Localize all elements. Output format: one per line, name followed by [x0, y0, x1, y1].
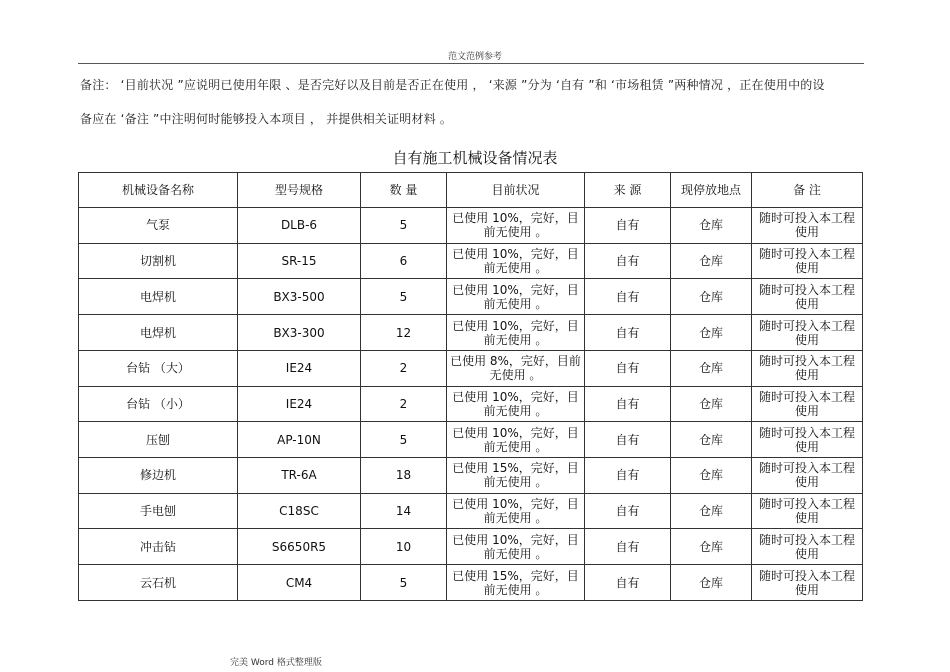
cell-model: IE24	[238, 386, 361, 422]
cell-quantity: 5	[361, 565, 447, 601]
cell-remark: 随时可投入本工程使用	[752, 422, 863, 458]
cell-remark: 随时可投入本工程使用	[752, 208, 863, 244]
page-header: 范文范例参考	[447, 52, 502, 62]
cell-model: DLB-6	[238, 208, 361, 244]
table-row	[79, 386, 863, 422]
equipment-table	[78, 172, 863, 601]
table-title: 自有施工机械设备情况表	[392, 149, 558, 167]
cell-model: C18SC	[238, 493, 361, 529]
cell-remark: 随时可投入本工程使用	[752, 458, 863, 494]
cell-model: IE24	[238, 350, 361, 386]
cell-location: 仓库	[671, 279, 752, 315]
table-row	[79, 565, 863, 601]
cell-name: 电焊机	[79, 315, 238, 351]
column-header-model: 型号规格	[238, 173, 361, 208]
note-line-2: 备应在 ‘备注 ”中注明何时能够投入本项目 ， 并提供相关证明材料 。	[80, 112, 453, 126]
cell-source: 自有	[585, 386, 671, 422]
table-row	[79, 529, 863, 565]
cell-name: 台钻 （小）	[79, 386, 238, 422]
column-header-remark: 备 注	[752, 173, 863, 208]
cell-name: 冲击钻	[79, 529, 238, 565]
cell-status: 已使用 10%，完好，目前无使用 。	[447, 422, 585, 458]
cell-location: 仓库	[671, 458, 752, 494]
cell-source: 自有	[585, 208, 671, 244]
cell-source: 自有	[585, 279, 671, 315]
cell-location: 仓库	[671, 386, 752, 422]
cell-status: 已使用 10%，完好，目前无使用 。	[447, 279, 585, 315]
cell-status: 已使用 10%，完好，目前无使用 。	[447, 386, 585, 422]
column-header-location: 现停放地点	[671, 173, 752, 208]
cell-source: 自有	[585, 458, 671, 494]
cell-remark: 随时可投入本工程使用	[752, 493, 863, 529]
cell-source: 自有	[585, 422, 671, 458]
cell-status: 已使用 10%，完好，目前无使用 。	[447, 315, 585, 351]
cell-remark: 随时可投入本工程使用	[752, 529, 863, 565]
cell-status: 已使用 8%，完好，目前无使用 。	[447, 350, 585, 386]
cell-source: 自有	[585, 565, 671, 601]
cell-quantity: 5	[361, 208, 447, 244]
cell-location: 仓库	[671, 422, 752, 458]
cell-name: 台钻 （大）	[79, 350, 238, 386]
table-row	[79, 493, 863, 529]
cell-status: 已使用 10%，完好，目前无使用 。	[447, 243, 585, 279]
cell-name: 云石机	[79, 565, 238, 601]
table-row	[79, 315, 863, 351]
cell-source: 自有	[585, 350, 671, 386]
cell-source: 自有	[585, 493, 671, 529]
cell-name: 手电刨	[79, 493, 238, 529]
cell-remark: 随时可投入本工程使用	[752, 350, 863, 386]
cell-location: 仓库	[671, 529, 752, 565]
cell-model: S6650R5	[238, 529, 361, 565]
table-row	[79, 458, 863, 494]
cell-name: 切割机	[79, 243, 238, 279]
column-header-status: 目前状况	[447, 173, 585, 208]
table-row	[79, 279, 863, 315]
cell-location: 仓库	[671, 315, 752, 351]
cell-status: 已使用 15%，完好，目前无使用 。	[447, 458, 585, 494]
cell-model: BX3-500	[238, 279, 361, 315]
cell-status: 已使用 10%，完好，目前无使用 。	[447, 529, 585, 565]
cell-remark: 随时可投入本工程使用	[752, 315, 863, 351]
cell-source: 自有	[585, 529, 671, 565]
column-header-source: 来 源	[585, 173, 671, 208]
note-line-1: 备注： ‘目前状况 ”应说明已使用年限 、是否完好以及目前是否正在使用 ， ‘来源 ”分为 ‘自有 ”和 ‘市场租赁 ”两种情况 ，正在使用中的设	[80, 78, 825, 92]
cell-status: 已使用 10%，完好，目前无使用 。	[447, 208, 585, 244]
cell-quantity: 2	[361, 350, 447, 386]
cell-name: 压刨	[79, 422, 238, 458]
column-header-quantity: 数 量	[361, 173, 447, 208]
table-row	[79, 350, 863, 386]
cell-location: 仓库	[671, 565, 752, 601]
cell-model: SR-15	[238, 243, 361, 279]
table-row	[79, 422, 863, 458]
cell-name: 修边机	[79, 458, 238, 494]
cell-source: 自有	[585, 315, 671, 351]
column-header-name: 机械设备名称	[79, 173, 238, 208]
cell-quantity: 2	[361, 386, 447, 422]
cell-model: CM4	[238, 565, 361, 601]
cell-status: 已使用 10%，完好，目前无使用 。	[447, 493, 585, 529]
cell-location: 仓库	[671, 493, 752, 529]
cell-model: AP-10N	[238, 422, 361, 458]
page-footer: 完美 Word 格式整理版	[230, 658, 322, 668]
cell-status: 已使用 15%，完好，目前无使用 。	[447, 565, 585, 601]
cell-quantity: 10	[361, 529, 447, 565]
table-row	[79, 243, 863, 279]
header-divider	[78, 63, 864, 64]
cell-remark: 随时可投入本工程使用	[752, 243, 863, 279]
cell-quantity: 5	[361, 422, 447, 458]
cell-model: BX3-300	[238, 315, 361, 351]
cell-quantity: 14	[361, 493, 447, 529]
cell-source: 自有	[585, 243, 671, 279]
cell-remark: 随时可投入本工程使用	[752, 279, 863, 315]
cell-quantity: 5	[361, 279, 447, 315]
table-row	[79, 208, 863, 244]
cell-remark: 随时可投入本工程使用	[752, 565, 863, 601]
cell-location: 仓库	[671, 208, 752, 244]
table-header-row	[79, 173, 863, 208]
cell-quantity: 18	[361, 458, 447, 494]
cell-location: 仓库	[671, 350, 752, 386]
cell-location: 仓库	[671, 243, 752, 279]
cell-remark: 随时可投入本工程使用	[752, 386, 863, 422]
cell-name: 电焊机	[79, 279, 238, 315]
cell-name: 气泵	[79, 208, 238, 244]
cell-model: TR-6A	[238, 458, 361, 494]
cell-quantity: 6	[361, 243, 447, 279]
cell-quantity: 12	[361, 315, 447, 351]
